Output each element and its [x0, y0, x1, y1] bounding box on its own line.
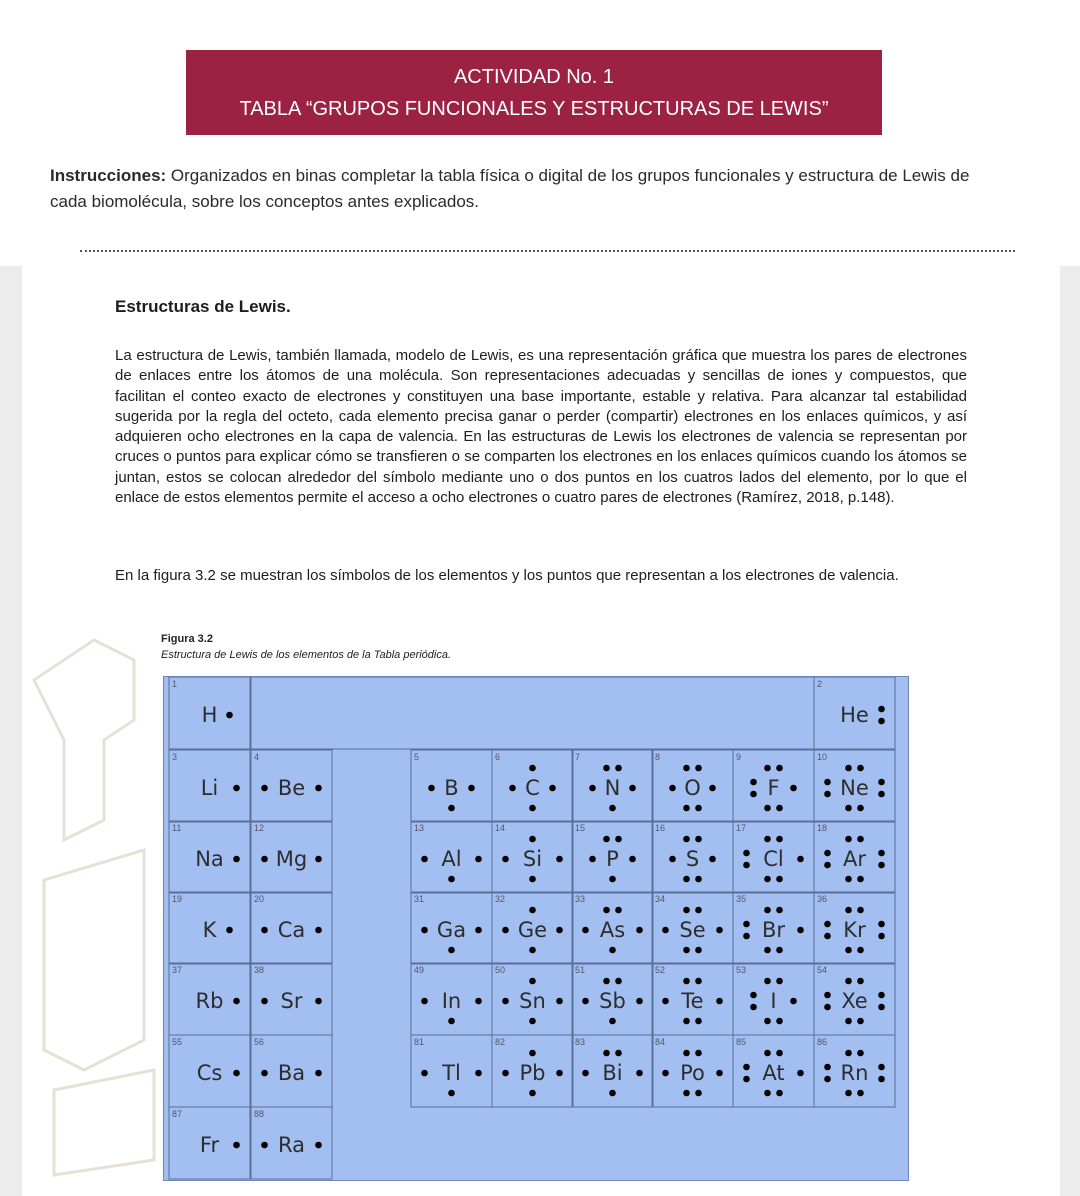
- electron-dot-Rn: [878, 1076, 885, 1083]
- electron-dot-C: [549, 785, 556, 792]
- element-symbol-Br: Br: [761, 918, 786, 942]
- element-symbol-Te: Te: [681, 989, 704, 1013]
- electron-dot-Te: [716, 998, 723, 1005]
- electron-dot-N: [615, 765, 622, 772]
- electron-dot-S: [695, 876, 702, 883]
- atomic-number-P: 15: [575, 823, 586, 833]
- electron-dot-Ar: [878, 850, 885, 857]
- electron-dot-Ba: [261, 1070, 268, 1077]
- atomic-number-Xe: 54: [817, 965, 828, 975]
- banner-line-2: TABLA “GRUPOS FUNCIONALES Y ESTRUCTURAS DE LEWIS”: [239, 98, 829, 120]
- electron-dot-Xe: [824, 1004, 831, 1011]
- electron-dot-I: [750, 1004, 757, 1011]
- electron-dot-Sb: [636, 998, 643, 1005]
- electron-dot-I: [776, 978, 783, 985]
- atomic-number-S: 16: [655, 823, 666, 833]
- electron-dot-Bi: [603, 1050, 610, 1057]
- electron-dot-Ge: [529, 907, 536, 914]
- electron-dot-Ar: [845, 836, 852, 843]
- electron-dot-Cl: [743, 862, 750, 869]
- element-symbol-Ra: Ra: [278, 1133, 305, 1157]
- electron-dot-Sn: [556, 998, 563, 1005]
- element-symbol-K: K: [202, 918, 217, 942]
- electron-dot-C: [529, 805, 536, 812]
- electron-dot-Si: [556, 856, 563, 863]
- electron-dot-Xe: [845, 1018, 852, 1025]
- electron-dot-Sr: [261, 998, 268, 1005]
- atomic-number-Ga: 31: [414, 894, 425, 904]
- electron-dot-Cl: [743, 850, 750, 857]
- electron-dot-Ar: [845, 876, 852, 883]
- electron-dot-Ge: [502, 927, 509, 934]
- electron-dot-N: [629, 785, 636, 792]
- element-symbol-H: H: [201, 703, 218, 727]
- electron-dot-Ne: [857, 765, 864, 772]
- element-symbol-Sr: Sr: [280, 989, 303, 1013]
- element-symbol-Ca: Ca: [277, 918, 306, 942]
- electron-dot-Ra: [261, 1142, 268, 1149]
- electron-dot-S: [683, 836, 690, 843]
- instructions-text: Organizados en binas completar la tabla física o digital de los grupos funcionales y estructura de Lewis de cada biomolécula, sobre los conceptos antes explicados.: [50, 166, 970, 211]
- figure-label: Figura 3.2: [161, 633, 213, 645]
- element-symbol-F: F: [767, 776, 780, 800]
- element-symbol-As: As: [599, 918, 626, 942]
- electron-dot-Te: [683, 1018, 690, 1025]
- electron-dot-Ar: [878, 862, 885, 869]
- lewis-table-svg: [164, 677, 909, 1181]
- electron-dot-Rn: [824, 1076, 831, 1083]
- electron-dot-F: [776, 805, 783, 812]
- electron-dot-He: [878, 718, 885, 725]
- electron-dot-Be: [315, 785, 322, 792]
- electron-dot-He: [878, 706, 885, 713]
- left-margin-band: [0, 266, 22, 1196]
- electron-dot-Bi: [615, 1050, 622, 1057]
- electron-dot-At: [797, 1070, 804, 1077]
- atomic-number-N: 7: [575, 752, 581, 762]
- element-symbol-At: At: [762, 1061, 785, 1085]
- atomic-number-Pb: 82: [495, 1037, 506, 1047]
- electron-dot-Ne: [878, 779, 885, 786]
- electron-dot-Po: [695, 1050, 702, 1057]
- figure-caption: Estructura de Lewis de los elementos de la Tabla periódica.: [161, 649, 452, 661]
- electron-dot-Tl: [421, 1070, 428, 1077]
- electron-dot-Ne: [845, 805, 852, 812]
- electron-dot-Kr: [824, 933, 831, 940]
- element-symbol-Cl: Cl: [763, 847, 784, 871]
- electron-dot-Pb: [529, 1090, 536, 1097]
- electron-dot-P: [609, 876, 616, 883]
- electron-dot-Sn: [529, 1018, 536, 1025]
- element-symbol-Po: Po: [680, 1061, 705, 1085]
- element-symbol-N: N: [604, 776, 621, 800]
- electron-dot-Ne: [845, 765, 852, 772]
- element-symbol-Ga: Ga: [436, 918, 467, 942]
- electron-dot-Sb: [582, 998, 589, 1005]
- electron-dot-Mg: [315, 856, 322, 863]
- electron-dot-As: [615, 907, 622, 914]
- electron-dot-F: [750, 791, 757, 798]
- electron-dot-N: [609, 805, 616, 812]
- element-symbol-Cs: Cs: [196, 1061, 223, 1085]
- electron-dot-Rn: [878, 1064, 885, 1071]
- electron-dot-Br: [743, 933, 750, 940]
- electron-dot-Pb: [529, 1050, 536, 1057]
- atomic-number-Al: 13: [414, 823, 425, 833]
- atomic-number-Rn: 86: [817, 1037, 828, 1047]
- electron-dot-I: [790, 998, 797, 1005]
- element-symbol-Sb: Sb: [599, 989, 626, 1013]
- electron-dot-At: [743, 1076, 750, 1083]
- electron-dot-Br: [764, 907, 771, 914]
- element-symbol-Tl: Tl: [442, 1061, 461, 1085]
- atomic-number-Ra: 88: [254, 1109, 265, 1119]
- electron-dot-As: [582, 927, 589, 934]
- electron-dot-Tl: [448, 1090, 455, 1097]
- electron-dot-Po: [695, 1090, 702, 1097]
- electron-dot-Bi: [636, 1070, 643, 1077]
- electron-dot-C: [529, 765, 536, 772]
- electron-dot-K: [226, 927, 233, 934]
- element-symbol-B: B: [444, 776, 459, 800]
- electron-dot-Mg: [261, 856, 268, 863]
- electron-dot-Li: [233, 785, 240, 792]
- element-symbol-Be: Be: [277, 776, 306, 800]
- element-symbol-Rn: Rn: [840, 1061, 869, 1085]
- atomic-number-Cl: 17: [736, 823, 747, 833]
- electron-dot-Cs: [233, 1070, 240, 1077]
- electron-dot-S: [695, 836, 702, 843]
- electron-dot-Al: [448, 876, 455, 883]
- electron-dot-At: [764, 1090, 771, 1097]
- electron-dot-Se: [695, 947, 702, 954]
- electron-dot-Ga: [448, 947, 455, 954]
- electron-dot-Fr: [233, 1142, 240, 1149]
- paragraph-figure-reference: En la figura 3.2 se muestran los símbolos de los elementos y los puntos que representan a los electrones de valencia.: [115, 567, 899, 584]
- electron-dot-Sb: [615, 978, 622, 985]
- electron-dot-Ge: [556, 927, 563, 934]
- electron-dot-Br: [776, 947, 783, 954]
- electron-dot-Kr: [857, 947, 864, 954]
- atomic-number-Ba: 56: [254, 1037, 265, 1047]
- electron-dot-O: [695, 765, 702, 772]
- electron-dot-Te: [662, 998, 669, 1005]
- atomic-number-K: 19: [172, 894, 183, 904]
- electron-dot-Ar: [857, 836, 864, 843]
- electron-dot-Po: [716, 1070, 723, 1077]
- electron-dot-P: [615, 836, 622, 843]
- electron-dot-Pb: [556, 1070, 563, 1077]
- electron-dot-Sb: [603, 978, 610, 985]
- electron-dot-Ba: [315, 1070, 322, 1077]
- atomic-number-Bi: 83: [575, 1037, 586, 1047]
- lewis-periodic-table: [163, 676, 909, 1181]
- electron-dot-Ar: [824, 862, 831, 869]
- electron-dot-I: [764, 978, 771, 985]
- electron-dot-S: [683, 876, 690, 883]
- atomic-number-Tl: 81: [414, 1037, 425, 1047]
- electron-dot-In: [475, 998, 482, 1005]
- element-symbol-Pb: Pb: [519, 1061, 546, 1085]
- electron-dot-Cl: [776, 836, 783, 843]
- electron-dot-Si: [529, 876, 536, 883]
- electron-dot-Xe: [857, 1018, 864, 1025]
- element-symbol-Kr: Kr: [843, 918, 866, 942]
- electron-dot-Pb: [502, 1070, 509, 1077]
- electron-dot-Ne: [824, 791, 831, 798]
- electron-dot-B: [468, 785, 475, 792]
- section-heading: Estructuras de Lewis.: [115, 297, 291, 316]
- electron-dot-Cl: [776, 876, 783, 883]
- electron-dot-O: [683, 765, 690, 772]
- electron-dot-Po: [683, 1090, 690, 1097]
- atomic-number-He: 2: [817, 679, 823, 689]
- element-symbol-P: P: [606, 847, 619, 871]
- electron-dot-Xe: [845, 978, 852, 985]
- electron-dot-Xe: [857, 978, 864, 985]
- electron-dot-B: [448, 805, 455, 812]
- electron-dot-Rn: [857, 1090, 864, 1097]
- element-symbol-Sn: Sn: [519, 989, 546, 1013]
- electron-dot-Rn: [845, 1090, 852, 1097]
- atomic-number-Fr: 87: [172, 1109, 183, 1119]
- electron-dot-Rb: [233, 998, 240, 1005]
- electron-dot-B: [428, 785, 435, 792]
- electron-dot-Tl: [475, 1070, 482, 1077]
- electron-dot-Ge: [529, 947, 536, 954]
- electron-dot-Ga: [421, 927, 428, 934]
- electron-dot-Se: [683, 947, 690, 954]
- atomic-number-Ar: 18: [817, 823, 828, 833]
- paragraph-lewis-definition: La estructura de Lewis, también llamada, modelo de Lewis, es una representación gráfica que muestra los pares de electrones de enlaces entre los átomos de una molécula. Son representaciones adecuadas y sencillas de iones y compuestos, que facilitan el conteo exacto de electrones y constituyen una base importante, estable y relativa. Para alcanzar tal estabilidad sugerida por la regla del octeto, cada elemento precisa ganar o perder (compartir) electrones en los enlaces químicos, y así adquieren ocho electrones en la capa de valencia. En las estructuras de Lewis los electrones de valencia se representan por cruces o puntos para explicar cómo se transfieren o se comparten los electrones en los enlaces químicos cuando los átomos se juntan, estos se colocan alrededor del símbolo mediante uno o dos puntos en los cuatros lados del elemento, por lo que el enlace de estos elementos permite el acceso a ocho electrones o cuatro pares de electrones (Ramírez, 2018, p.148).: [115, 347, 967, 507]
- atomic-number-Sn: 50: [495, 965, 506, 975]
- electron-dot-I: [764, 1018, 771, 1025]
- electron-dot-F: [764, 805, 771, 812]
- instructions: [50, 163, 1010, 215]
- electron-dot-Si: [502, 856, 509, 863]
- electron-dot-Br: [743, 921, 750, 928]
- element-symbol-S: S: [685, 847, 700, 871]
- electron-dot-Bi: [582, 1070, 589, 1077]
- electron-dot-Al: [421, 856, 428, 863]
- electron-dot-Kr: [878, 921, 885, 928]
- electron-dot-C: [509, 785, 516, 792]
- element-symbol-Ar: Ar: [843, 847, 866, 871]
- element-symbol-In: In: [441, 989, 462, 1013]
- atomic-number-B: 5: [414, 752, 420, 762]
- electron-dot-At: [743, 1064, 750, 1071]
- atomic-number-Ge: 32: [495, 894, 506, 904]
- atomic-number-Te: 52: [655, 965, 666, 975]
- atomic-number-C: 6: [495, 752, 501, 762]
- atomic-number-Ne: 10: [817, 752, 828, 762]
- electron-dot-O: [669, 785, 676, 792]
- element-symbol-Mg: Mg: [275, 847, 308, 871]
- atomic-number-Br: 35: [736, 894, 747, 904]
- electron-dot-Xe: [878, 1004, 885, 1011]
- atomic-number-Sb: 51: [575, 965, 586, 975]
- atomic-number-I: 53: [736, 965, 747, 975]
- electron-dot-Ra: [315, 1142, 322, 1149]
- electron-dot-I: [750, 992, 757, 999]
- electron-dot-Br: [776, 907, 783, 914]
- element-symbol-Xe: Xe: [841, 989, 868, 1013]
- electron-dot-Be: [261, 785, 268, 792]
- electron-dot-Po: [683, 1050, 690, 1057]
- electron-dot-Cl: [797, 856, 804, 863]
- electron-dot-I: [776, 1018, 783, 1025]
- electron-dot-At: [776, 1050, 783, 1057]
- electron-dot-Cl: [764, 876, 771, 883]
- electron-dot-Kr: [845, 907, 852, 914]
- activity-banner: [186, 50, 882, 135]
- element-symbol-Ne: Ne: [840, 776, 869, 800]
- electron-dot-N: [589, 785, 596, 792]
- right-margin-band: [1060, 266, 1080, 1196]
- atomic-number-Mg: 12: [254, 823, 265, 833]
- electron-dot-In: [421, 998, 428, 1005]
- electron-dot-Rn: [857, 1050, 864, 1057]
- electron-dot-H: [226, 712, 233, 719]
- atomic-number-Ca: 20: [254, 894, 265, 904]
- electron-dot-Kr: [845, 947, 852, 954]
- electron-dot-O: [695, 805, 702, 812]
- element-symbol-Rb: Rb: [195, 989, 224, 1013]
- electron-dot-Ar: [824, 850, 831, 857]
- atomic-number-F: 9: [736, 752, 742, 762]
- electron-dot-S: [669, 856, 676, 863]
- atomic-number-Rb: 37: [172, 965, 183, 975]
- electron-dot-Na: [233, 856, 240, 863]
- atomic-number-In: 49: [414, 965, 425, 975]
- electron-dot-At: [764, 1050, 771, 1057]
- electron-dot-Se: [716, 927, 723, 934]
- electron-dot-As: [636, 927, 643, 934]
- electron-dot-Sn: [502, 998, 509, 1005]
- electron-dot-Ar: [857, 876, 864, 883]
- castle-watermark: [24, 620, 174, 1180]
- electron-dot-Bi: [609, 1090, 616, 1097]
- electron-dot-Xe: [878, 992, 885, 999]
- electron-dot-F: [790, 785, 797, 792]
- atomic-number-Li: 3: [172, 752, 178, 762]
- atomic-number-Si: 14: [495, 823, 506, 833]
- electron-dot-F: [776, 765, 783, 772]
- electron-dot-Ne: [878, 791, 885, 798]
- electron-dot-Sb: [609, 1018, 616, 1025]
- element-symbol-C: C: [525, 776, 540, 800]
- atomic-number-Se: 34: [655, 894, 666, 904]
- element-symbol-Ba: Ba: [277, 1061, 306, 1085]
- electron-dot-Cl: [764, 836, 771, 843]
- atomic-number-Kr: 36: [817, 894, 828, 904]
- electron-dot-Rn: [824, 1064, 831, 1071]
- electron-dot-In: [448, 1018, 455, 1025]
- electron-dot-P: [603, 836, 610, 843]
- electron-dot-Ca: [261, 927, 268, 934]
- atomic-number-Na: 11: [172, 823, 182, 833]
- element-symbol-Al: Al: [441, 847, 462, 871]
- electron-dot-Se: [695, 907, 702, 914]
- banner-line-1: ACTIVIDAD No. 1: [453, 66, 615, 88]
- electron-dot-Te: [683, 978, 690, 985]
- atomic-number-Po: 84: [655, 1037, 666, 1047]
- atomic-number-As: 33: [575, 894, 586, 904]
- row1-gap-panel: [251, 677, 814, 749]
- electron-dot-Te: [695, 1018, 702, 1025]
- electron-dot-Br: [764, 947, 771, 954]
- electron-dot-F: [750, 779, 757, 786]
- electron-dot-Sr: [315, 998, 322, 1005]
- element-symbol-Se: Se: [679, 918, 706, 942]
- electron-dot-Ca: [315, 927, 322, 934]
- electron-dot-Si: [529, 836, 536, 843]
- atomic-number-Sr: 38: [254, 965, 265, 975]
- electron-dot-P: [589, 856, 596, 863]
- element-symbol-Fr: Fr: [199, 1133, 220, 1157]
- electron-dot-Po: [662, 1070, 669, 1077]
- element-symbol-Si: Si: [522, 847, 543, 871]
- atomic-number-H: 1: [172, 679, 178, 689]
- element-symbol-Bi: Bi: [602, 1061, 623, 1085]
- electron-dot-Kr: [857, 907, 864, 914]
- electron-dot-Ga: [475, 927, 482, 934]
- element-symbol-Ge: Ge: [517, 918, 548, 942]
- element-symbol-Li: Li: [200, 776, 219, 800]
- electron-dot-O: [709, 785, 716, 792]
- element-symbol-I: I: [770, 989, 777, 1013]
- atomic-number-Be: 4: [254, 752, 260, 762]
- dotted-divider: [80, 250, 1015, 252]
- electron-dot-P: [629, 856, 636, 863]
- electron-dot-Al: [475, 856, 482, 863]
- electron-dot-Rn: [845, 1050, 852, 1057]
- electron-dot-Ne: [857, 805, 864, 812]
- atomic-number-Cs: 55: [172, 1037, 183, 1047]
- electron-dot-Se: [683, 907, 690, 914]
- electron-dot-Xe: [824, 992, 831, 999]
- electron-dot-At: [776, 1090, 783, 1097]
- electron-dot-Sn: [529, 978, 536, 985]
- electron-dot-Br: [797, 927, 804, 934]
- electron-dot-As: [603, 907, 610, 914]
- element-symbol-He: He: [840, 703, 869, 727]
- electron-dot-Ne: [824, 779, 831, 786]
- instructions-label: Instrucciones:: [50, 166, 167, 185]
- electron-dot-As: [609, 947, 616, 954]
- electron-dot-Kr: [878, 933, 885, 940]
- electron-dot-F: [764, 765, 771, 772]
- electron-dot-O: [683, 805, 690, 812]
- atomic-number-O: 8: [655, 752, 661, 762]
- electron-dot-S: [709, 856, 716, 863]
- electron-dot-Se: [662, 927, 669, 934]
- element-symbol-O: O: [684, 776, 701, 800]
- element-symbol-Na: Na: [195, 847, 224, 871]
- electron-dot-Te: [695, 978, 702, 985]
- atomic-number-At: 85: [736, 1037, 747, 1047]
- electron-dot-N: [603, 765, 610, 772]
- electron-dot-Kr: [824, 921, 831, 928]
